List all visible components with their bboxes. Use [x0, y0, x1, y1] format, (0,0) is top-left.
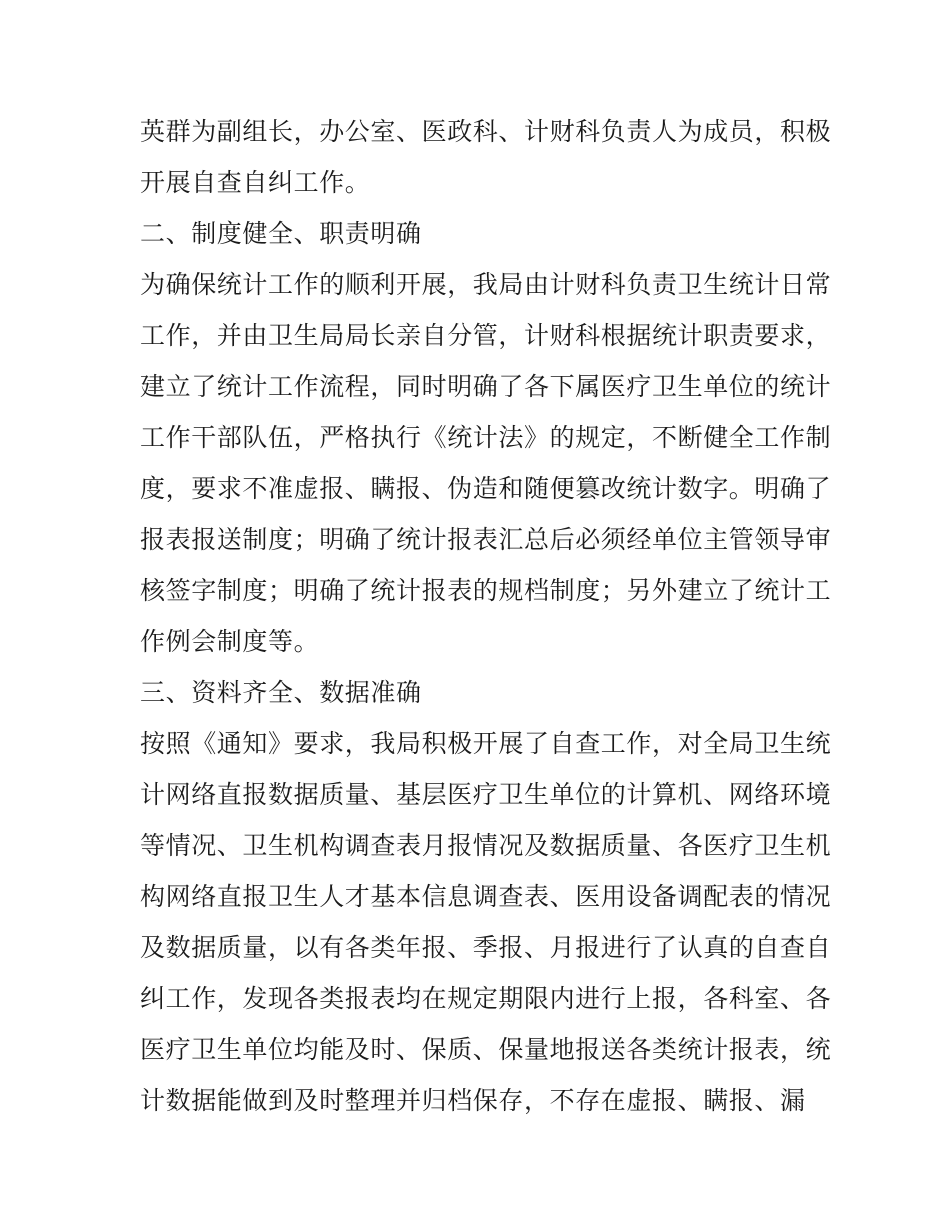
text-line: 计网络直报数据质量、基层医疗卫生单位的计算机、网络环境 [140, 780, 832, 809]
text-line: 开展自查自纠工作。 [140, 168, 371, 197]
text-line: 核签字制度；明确了统计报表的规档制度；另外建立了统计工 [140, 576, 832, 605]
text-line: 医疗卫生单位均能及时、保质、保量地报送各类统计报表，统 [140, 1035, 832, 1064]
text-line: 工作，并由卫生局局长亲自分管，计财科根据统计职责要求， [140, 321, 832, 350]
text-line: 计数据能做到及时整理并归档保存，不存在虚报、瞒报、漏 [140, 1086, 806, 1115]
text-line: 建立了统计工作流程，同时明确了各下属医疗卫生单位的统计 [140, 372, 832, 401]
text-line: 工作干部队伍，严格执行《统计法》的规定，不断健全工作制 [140, 423, 832, 452]
text-line: 作例会制度等。 [140, 627, 320, 656]
text-line: 纠工作，发现各类报表均在规定期限内进行上报，各科室、各 [140, 984, 832, 1013]
text-line: 按照《通知》要求，我局积极开展了自查工作，对全局卫生统 [140, 729, 832, 758]
text-line: 英群为副组长，办公室、医政科、计财科负责人为成员，积极 [140, 117, 832, 146]
text-line: 构网络直报卫生人才基本信息调查表、医用设备调配表的情况 [140, 882, 832, 911]
text-line: 为确保统计工作的顺利开展，我局由计财科负责卫生统计日常 [140, 270, 832, 299]
text-line: 报表报送制度；明确了统计报表汇总后必须经单位主管领导审 [140, 525, 832, 554]
text-line: 度，要求不准虚报、瞒报、伪造和随便篡改统计数字。明确了 [140, 474, 832, 503]
document-body [140, 106, 832, 1126]
section-heading: 三、资料齐全、数据准确 [140, 678, 422, 707]
section-heading: 二、制度健全、职责明确 [140, 219, 422, 248]
text-line: 等情况、卫生机构调查表月报情况及数据质量、各医疗卫生机 [140, 831, 832, 860]
text-line: 及数据质量，以有各类年报、季报、月报进行了认真的自查自 [140, 933, 832, 962]
